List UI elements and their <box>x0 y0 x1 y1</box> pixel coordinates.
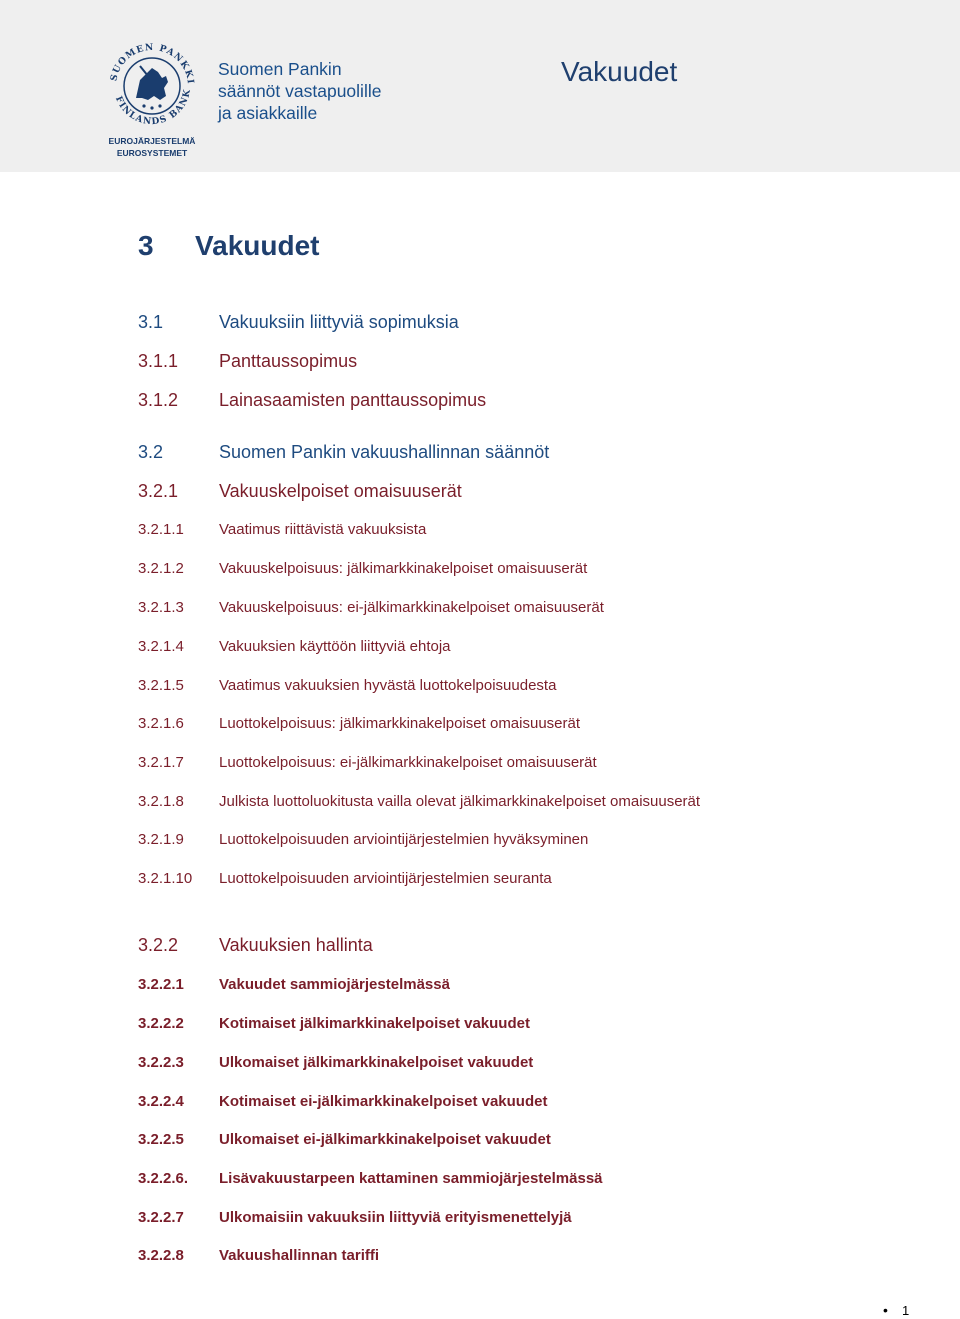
org-line-3: ja asiakkaille <box>218 103 318 123</box>
toc-number: 3.2.2.5 <box>138 1131 184 1148</box>
toc-title: Vakuuskelpoisuus: jälkimarkkinakelpoiset omaisuuserät <box>219 560 588 577</box>
toc-title: Suomen Pankin vakuushallinnan säännöt <box>219 442 550 462</box>
toc-number: 3.2.2.6. <box>138 1170 189 1187</box>
toc-item[interactable] <box>0 597 960 621</box>
toc-item[interactable] <box>0 1091 960 1115</box>
toc-number: 3.2.1.2 <box>138 560 184 577</box>
toc-number: 3.2.1.5 <box>138 677 184 694</box>
toc-item[interactable] <box>0 519 960 543</box>
chapter-title: Vakuudet <box>195 230 320 261</box>
toc-number: 3.1.1 <box>138 351 179 371</box>
toc-item[interactable] <box>0 310 960 334</box>
toc-item[interactable] <box>0 752 960 776</box>
toc-title: Luottokelpoisuus: ei-jälkimarkkinakelpoiset omaisuuserät <box>219 754 597 771</box>
org-line-2: säännöt vastapuolille <box>218 81 382 101</box>
toc-item[interactable] <box>0 558 960 582</box>
toc-item[interactable] <box>0 675 960 699</box>
toc-number: 3.2.1.6 <box>138 715 184 732</box>
toc-number: 3.2.1.4 <box>138 638 184 655</box>
logo-name-sv: FINLANDS BANK <box>112 87 194 128</box>
toc-item[interactable] <box>0 479 960 503</box>
toc-item[interactable] <box>0 1013 960 1037</box>
toc-number: 3.2.2.2 <box>138 1015 184 1032</box>
logo-sub-1: EUROJÄRJESTELMÄ <box>108 136 196 146</box>
toc-number: 3.1 <box>138 312 164 332</box>
toc-number: 3.2.2.3 <box>138 1054 184 1071</box>
toc-number: 3.2.1.7 <box>138 754 184 771</box>
toc-number: 3.2.1.3 <box>138 599 184 616</box>
footer-bullet: • <box>883 1302 888 1318</box>
page-header <box>0 0 960 172</box>
toc-item[interactable] <box>0 868 960 892</box>
toc-item[interactable] <box>0 440 960 464</box>
toc-number: 3.1.2 <box>138 390 179 410</box>
logo-name-fi: SUOMEN PANKKI <box>109 42 196 86</box>
toc-title: Julkista luottoluokitusta vailla olevat jälkimarkkinakelpoiset omaisuuserät <box>219 793 701 810</box>
toc-number: 3.2.2.7 <box>138 1209 184 1226</box>
document-title: Vakuudet <box>561 56 678 87</box>
toc-title: Vakuuksien käyttöön liittyviä ehtoja <box>219 638 451 655</box>
toc-title: Vakuudet sammiojärjestelmässä <box>219 976 450 993</box>
toc-title: Vakuushallinnan tariffi <box>219 1247 380 1264</box>
toc-number: 3.2.2.8 <box>138 1247 184 1264</box>
toc-title: Kotimaiset ei-jälkimarkkinakelpoiset vakuudet <box>219 1093 548 1110</box>
toc-item[interactable] <box>0 791 960 815</box>
toc-item[interactable] <box>0 1168 960 1192</box>
toc-item[interactable] <box>0 349 960 373</box>
toc-item[interactable] <box>0 933 960 957</box>
toc-title: Luottokelpoisuus: jälkimarkkinakelpoiset omaisuuserät <box>219 715 581 732</box>
chapter-number: 3 <box>138 230 154 261</box>
toc-item[interactable] <box>0 1129 960 1153</box>
toc-item[interactable] <box>0 974 960 998</box>
toc-item[interactable] <box>0 713 960 737</box>
toc-title: Ulkomaisiin vakuuksiin liittyviä erityismenettelyjä <box>219 1209 572 1226</box>
toc-title: Panttaussopimus <box>219 351 358 371</box>
toc-title: Ulkomaiset ei-jälkimarkkinakelpoiset vakuudet <box>219 1131 551 1148</box>
toc-title: Ulkomaiset jälkimarkkinakelpoiset vakuudet <box>219 1054 534 1071</box>
toc-title: Vakuuksien hallinta <box>219 935 373 955</box>
toc-number: 3.2.1.8 <box>138 793 184 810</box>
toc-item[interactable] <box>0 636 960 660</box>
bank-logo-icon <box>106 38 198 164</box>
toc-title: Vakuuksiin liittyviä sopimuksia <box>219 312 459 332</box>
toc-title: Vaatimus riittävistä vakuuksista <box>219 521 427 538</box>
toc-title: Vakuuskelpoisuus: ei-jälkimarkkinakelpoiset omaisuuserät <box>219 599 604 616</box>
logo-sub-2: EUROSYSTEMET <box>116 148 188 158</box>
toc-item[interactable] <box>0 829 960 853</box>
toc-number: 3.2.1.9 <box>138 831 184 848</box>
toc-number: 3.2.1 <box>138 481 179 501</box>
toc-title: Vakuuskelpoiset omaisuuserät <box>219 481 462 501</box>
toc-number: 3.2 <box>138 442 164 462</box>
toc-number: 3.2.2.1 <box>138 976 184 993</box>
toc-item[interactable] <box>0 1245 960 1269</box>
toc-title: Luottokelpoisuuden arviointijärjestelmien hyväksyminen <box>219 831 589 848</box>
toc-number: 3.2.2 <box>138 935 179 955</box>
toc-title: Vaatimus vakuuksien hyvästä luottokelpoisuudesta <box>219 677 557 694</box>
toc-title: Lainasaamisten panttaussopimus <box>219 390 487 410</box>
toc-number: 3.2.1.10 <box>138 870 193 887</box>
toc-item[interactable] <box>0 1052 960 1076</box>
toc-title: Lisävakuustarpeen kattaminen sammiojärjestelmässä <box>219 1170 603 1187</box>
toc-item[interactable] <box>0 1207 960 1231</box>
page-number: 1 <box>902 1303 910 1318</box>
org-line-1: Suomen Pankin <box>218 59 342 79</box>
toc-title: Kotimaiset jälkimarkkinakelpoiset vakuudet <box>219 1015 530 1032</box>
toc-title: Luottokelpoisuuden arviointijärjestelmien seuranta <box>219 870 552 887</box>
toc-number: 3.2.1.1 <box>138 521 184 538</box>
toc-item[interactable] <box>0 388 960 412</box>
toc-number: 3.2.2.4 <box>138 1093 184 1110</box>
